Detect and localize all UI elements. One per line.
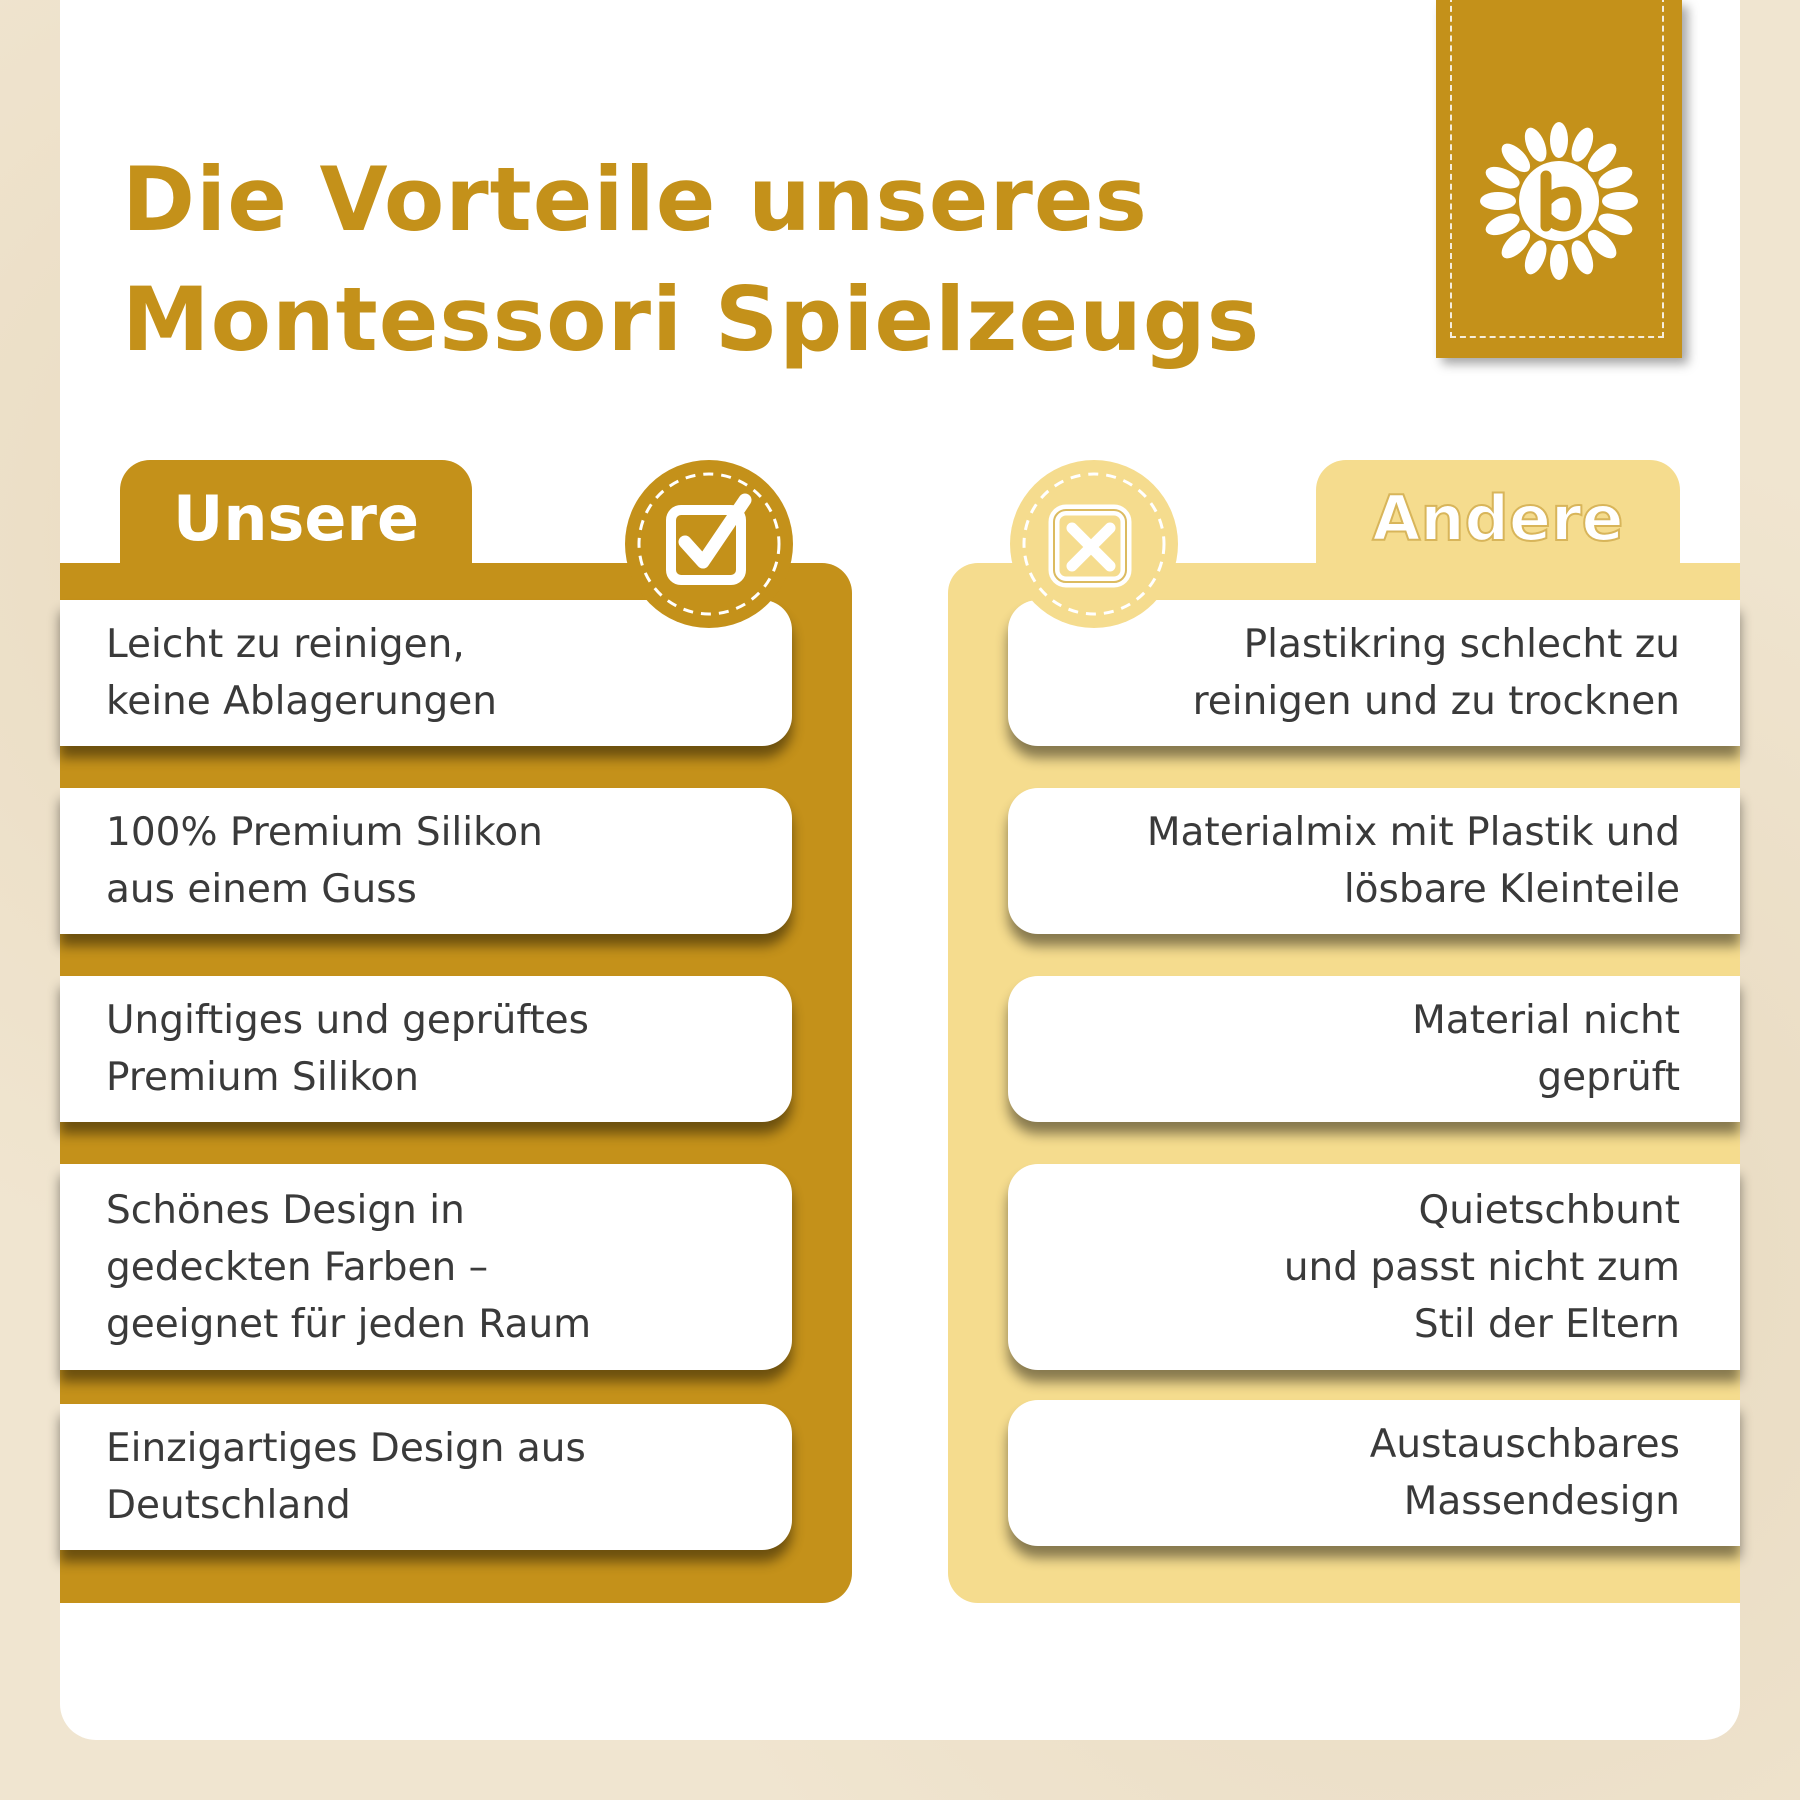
unsere-item-text: Schönes Design in [106, 1187, 465, 1233]
unsere-item-text: Einzigartiges Design aus [106, 1426, 586, 1471]
title-line-1: Die Vorteile unseres [122, 148, 1148, 251]
andere-item-text: Plastikring schlecht zu [1243, 622, 1680, 667]
brand-bookmark [1436, 0, 1682, 358]
andere-item-text: Austauschbares [1369, 1422, 1680, 1467]
title-line-2: Montessori Spielzeugs [122, 268, 1261, 371]
andere-item-text: Massendesign [1403, 1479, 1680, 1524]
andere-item-text: Quietschbunt [1418, 1187, 1680, 1233]
andere-item-text: lösbare Kleinteile [1343, 867, 1680, 912]
andere-item-text: Materialmix mit Plastik und [1146, 810, 1680, 855]
page-title [122, 140, 1260, 380]
unsere-tab [120, 460, 472, 572]
unsere-item-text: Deutschland [106, 1483, 351, 1528]
andere-item-text: und passt nicht zum [1283, 1244, 1680, 1290]
andere-item-text: geprüft [1537, 1055, 1680, 1100]
andere-item-card [1008, 1400, 1740, 1546]
unsere-item-card [60, 1404, 792, 1550]
unsere-item-card [60, 976, 792, 1122]
unsere-item-text: keine Ablagerungen [106, 679, 497, 724]
unsere-item-text: Premium Silikon [106, 1055, 419, 1100]
unsere-tab-label: Unsere [172, 482, 420, 555]
andere-item-text: Material nicht [1412, 998, 1680, 1043]
unsere-item-text: Leicht zu reinigen, [106, 622, 465, 667]
andere-item-card [1008, 1164, 1740, 1370]
andere-item-text: reinigen und zu trocknen [1192, 679, 1680, 724]
sunflower-b-logo-icon [1476, 118, 1642, 284]
unsere-item-text: aus einem Guss [106, 867, 417, 912]
andere-tab-label: Andere [1372, 482, 1624, 555]
andere-item-card [1008, 788, 1740, 934]
unsere-item-card [60, 788, 792, 934]
unsere-item-text: 100% Premium Silikon [106, 810, 543, 855]
andere-item-text: Stil der Eltern [1413, 1301, 1680, 1347]
andere-tab [1316, 460, 1680, 572]
unsere-item-card [60, 1164, 792, 1370]
unsere-item-text: gedeckten Farben – [106, 1244, 489, 1290]
checkbox-checked-icon [623, 458, 795, 630]
checkbox-crossed-icon [1008, 458, 1180, 630]
unsere-item-text: geeignet für jeden Raum [106, 1301, 592, 1347]
andere-item-card [1008, 976, 1740, 1122]
unsere-item-text: Ungiftiges und geprüftes [106, 998, 589, 1043]
